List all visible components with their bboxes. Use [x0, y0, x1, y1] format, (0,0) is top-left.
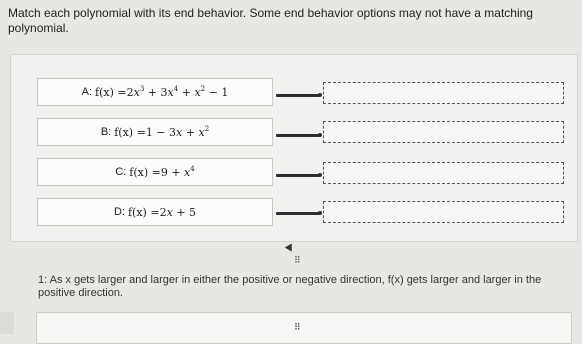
polynomial-label: D:	[113, 206, 125, 218]
polynomial-card-b	[37, 118, 273, 146]
connector-line-b	[276, 134, 320, 137]
polynomial-fx: f(x) =	[129, 165, 161, 179]
instructions: Match each polynomial with its end behavior. Some end behavior options may not have a matching polynomial.	[8, 6, 533, 35]
connector-line-d	[276, 212, 320, 215]
connector-dot-a[interactable]	[318, 93, 322, 97]
polynomial-card-d	[37, 198, 273, 226]
polynomial-card-a	[37, 78, 273, 106]
polynomial-expr: $9 + x^4$	[160, 164, 195, 179]
polynomial-expr: 2x + 5	[159, 205, 196, 219]
end-behavior-option-1[interactable]	[38, 274, 566, 300]
connector-line-c	[276, 174, 320, 177]
connector-dot-d[interactable]	[318, 211, 322, 215]
polynomial-label: A:	[81, 86, 93, 98]
connector-line-a	[276, 94, 320, 97]
drop-target-b[interactable]	[323, 121, 564, 143]
polynomial-expr: $1 - 3x + x^2$	[145, 124, 210, 139]
end-behavior-option-2[interactable]	[36, 312, 572, 344]
polynomial-label: B:	[100, 126, 112, 138]
left-edge-bar	[0, 312, 14, 334]
polynomial-label: C:	[115, 166, 127, 178]
polynomial-fx: f(x) =	[95, 85, 127, 99]
drop-target-a[interactable]	[323, 82, 564, 104]
connector-dot-b[interactable]	[318, 133, 322, 137]
polynomial-expr: $2x^3 + 3x^4 + x^2 - 1$	[126, 84, 229, 99]
mouse-cursor-icon	[285, 243, 295, 253]
polynomial-fx: f(x) =	[114, 125, 146, 139]
option-text-line2: positive direction.	[38, 287, 123, 299]
drag-handle-icon[interactable]: ⠿	[294, 255, 300, 265]
polynomial-fx: f(x) =	[127, 205, 160, 219]
drag-handle-icon[interactable]: ⠿	[294, 322, 300, 332]
option-text-line1: 1: As x gets larger and larger in either the positive or negative direction, f(x) gets larger and larger in the	[38, 274, 542, 286]
connector-dot-c[interactable]	[318, 173, 322, 177]
drop-target-c[interactable]	[323, 162, 564, 184]
drop-target-d[interactable]	[323, 201, 564, 223]
polynomial-card-c	[37, 158, 273, 186]
